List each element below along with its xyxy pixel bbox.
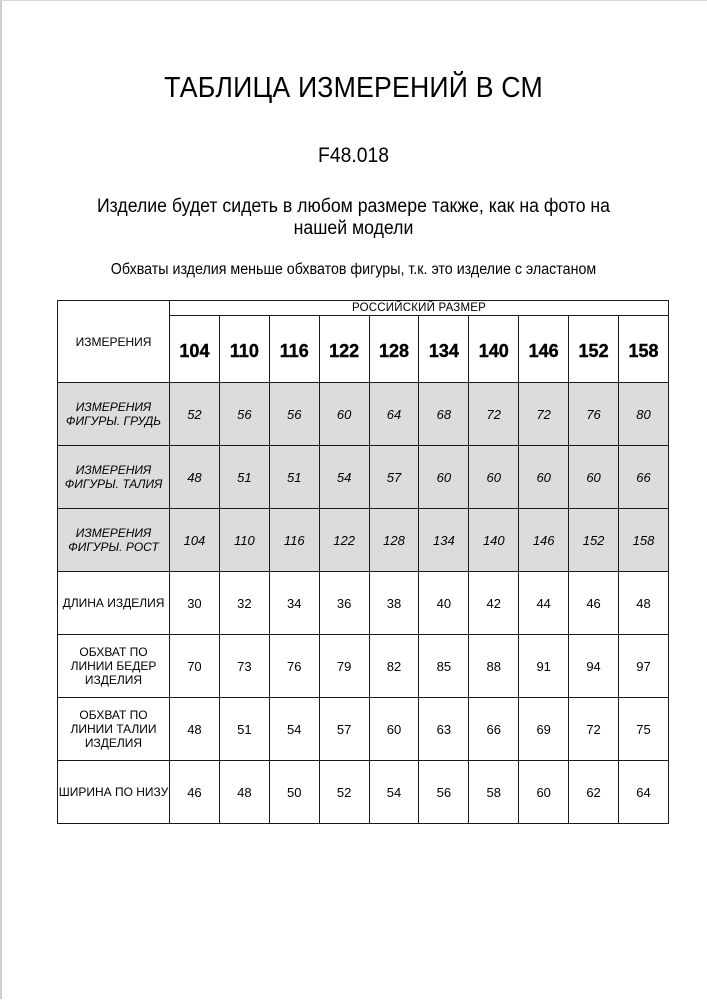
page-title: ТАБЛИЦА ИЗМЕРЕНИЙ В СМ [164, 72, 543, 104]
table-row [58, 572, 669, 635]
table-cell: 75 [619, 698, 669, 761]
article-number: F48.018 [318, 144, 389, 167]
table-cell: 66 [469, 698, 519, 761]
table-cell: 152 [569, 509, 619, 572]
table-cell: 72 [469, 383, 519, 446]
table-cell: 72 [569, 698, 619, 761]
table-cell: 32 [219, 572, 269, 635]
table-cell: 116 [269, 509, 319, 572]
table-cell: 60 [469, 446, 519, 509]
table-cell: 110 [219, 509, 269, 572]
russian-size-header: РОССИЙСКИЙ РАЗМЕР [170, 301, 669, 316]
table-cell: 72 [519, 383, 569, 446]
table-cell: 128 [369, 509, 419, 572]
table-row [58, 761, 669, 824]
table-cell: 140 [469, 509, 519, 572]
table-cell: 73 [219, 635, 269, 698]
table-cell: 158 [619, 509, 669, 572]
table-cell: 56 [269, 383, 319, 446]
size-header-104: 104 [170, 316, 220, 383]
table-cell: 94 [569, 635, 619, 698]
table-row [58, 509, 669, 572]
table-cell: 60 [519, 761, 569, 824]
table-cell: 68 [419, 383, 469, 446]
table-cell: 52 [319, 761, 369, 824]
table-cell: 62 [569, 761, 619, 824]
table-cell: 51 [269, 446, 319, 509]
row-label: ОБХВАТ ПО ЛИНИИ БЕДЕР ИЗДЕЛИЯ [58, 635, 170, 698]
table-cell: 85 [419, 635, 469, 698]
table-cell: 69 [519, 698, 569, 761]
table-cell: 63 [419, 698, 469, 761]
row-label: ИЗМЕРЕНИЯ ФИГУРЫ. РОСТ [58, 509, 170, 572]
table-cell: 40 [419, 572, 469, 635]
table-cell: 60 [569, 446, 619, 509]
table-cell: 88 [469, 635, 519, 698]
table-row [58, 635, 669, 698]
table-cell: 66 [619, 446, 669, 509]
table-cell: 30 [170, 572, 220, 635]
table-cell: 34 [269, 572, 319, 635]
table-cell: 56 [419, 761, 469, 824]
table-cell: 38 [369, 572, 419, 635]
table-cell: 76 [269, 635, 319, 698]
table-cell: 58 [469, 761, 519, 824]
table-row [58, 446, 669, 509]
table-cell: 76 [569, 383, 619, 446]
row-label: ИЗМЕРЕНИЯ ФИГУРЫ. ТАЛИЯ [58, 446, 170, 509]
fit-note: Изделие будет сидеть в любом размере также, как на фото на нашей модели [96, 196, 611, 239]
table-cell: 48 [619, 572, 669, 635]
table-cell: 51 [219, 698, 269, 761]
measurements-header: ИЗМЕРЕНИЯ [58, 301, 170, 383]
table-cell: 60 [319, 383, 369, 446]
table-cell: 60 [369, 698, 419, 761]
size-header-122: 122 [319, 316, 369, 383]
row-label: ИЗМЕРЕНИЯ ФИГУРЫ. ГРУДЬ [58, 383, 170, 446]
table-cell: 54 [269, 698, 319, 761]
elastane-note: Обхваты изделия меньше обхватов фигуры, т.к. это изделие с эластаном [110, 261, 597, 278]
table-cell: 70 [170, 635, 220, 698]
table-cell: 91 [519, 635, 569, 698]
table-cell: 79 [319, 635, 369, 698]
size-header-146: 146 [519, 316, 569, 383]
table-cell: 64 [369, 383, 419, 446]
table-cell: 134 [419, 509, 469, 572]
table-cell: 44 [519, 572, 569, 635]
table-cell: 80 [619, 383, 669, 446]
table-cell: 60 [519, 446, 569, 509]
table-cell: 48 [170, 698, 220, 761]
row-label: ШИРИНА ПО НИЗУ [58, 761, 170, 824]
size-header-128: 128 [369, 316, 419, 383]
size-header-134: 134 [419, 316, 469, 383]
table-cell: 48 [219, 761, 269, 824]
table-cell: 48 [170, 446, 220, 509]
table-cell: 36 [319, 572, 369, 635]
table-row [58, 383, 669, 446]
table-cell: 104 [170, 509, 220, 572]
size-header-116: 116 [269, 316, 319, 383]
table-cell: 60 [419, 446, 469, 509]
table-cell: 54 [319, 446, 369, 509]
table-cell: 122 [319, 509, 369, 572]
size-header-158: 158 [619, 316, 669, 383]
size-table [57, 300, 669, 824]
row-label: ДЛИНА ИЗДЕЛИЯ [58, 572, 170, 635]
size-header-152: 152 [569, 316, 619, 383]
table-row [58, 698, 669, 761]
size-header-140: 140 [469, 316, 519, 383]
table-cell: 50 [269, 761, 319, 824]
table-cell: 56 [219, 383, 269, 446]
table-cell: 57 [319, 698, 369, 761]
table-cell: 54 [369, 761, 419, 824]
table-cell: 57 [369, 446, 419, 509]
table-cell: 42 [469, 572, 519, 635]
table-cell: 51 [219, 446, 269, 509]
table-cell: 97 [619, 635, 669, 698]
table-cell: 64 [619, 761, 669, 824]
table-cell: 46 [569, 572, 619, 635]
header-group-row [58, 301, 669, 316]
row-label: ОБХВАТ ПО ЛИНИИ ТАЛИИ ИЗДЕЛИЯ [58, 698, 170, 761]
table-cell: 52 [170, 383, 220, 446]
table-cell: 82 [369, 635, 419, 698]
table-cell: 46 [170, 761, 220, 824]
size-header-110: 110 [219, 316, 269, 383]
table-cell: 146 [519, 509, 569, 572]
